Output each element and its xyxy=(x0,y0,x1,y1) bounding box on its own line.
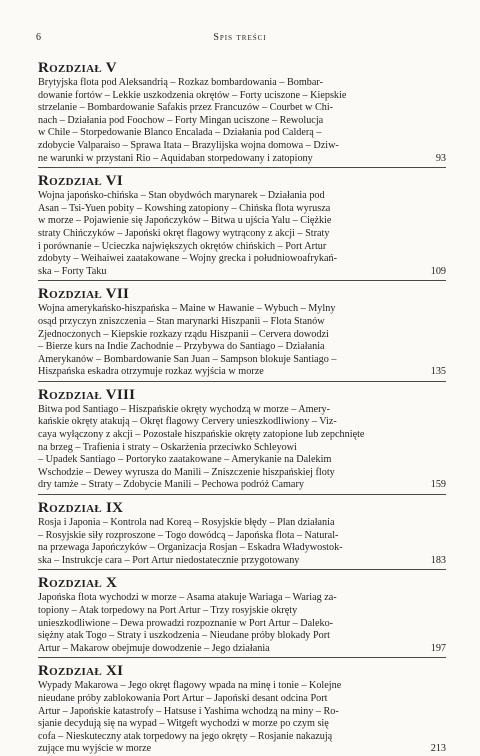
toc-chapter xyxy=(38,167,446,278)
toc-chapter xyxy=(38,657,446,756)
chapter-title: Rozdział VII xyxy=(38,286,130,303)
summary-last-line xyxy=(38,266,446,279)
page-number: 6 xyxy=(36,32,41,43)
chapter-page-number: 135 xyxy=(430,366,446,378)
summary-line: dowanie fortów – Lekkie uszkodzenia okrętów – Forty uciszone – Kiepskie xyxy=(38,89,347,101)
table-of-contents xyxy=(38,60,446,756)
summary-line: dry tamże – Straty – Zdobycie Manili – Pechowa podróż Camary xyxy=(38,479,304,491)
summary-line: – Rosyjskie siły rozproszone – Togo dowódcą – Japońska flota – Natural- xyxy=(38,529,339,541)
summary-last-line xyxy=(38,743,446,756)
summary-line: – Upadek Santiago – Portoryko zaatakowane – Amerykanie na Dalekim xyxy=(38,454,332,466)
summary-line: siężny atak Togo – Straty i uszkodzenia – Nieudane próby blokady Port xyxy=(38,630,330,642)
summary-line: zujące mu wyjście w morze xyxy=(38,743,152,755)
summary-last-line xyxy=(38,479,446,492)
summary-line: Artur – Japońskie katastrofy – Hatsuse i Yashima wchodzą na miny – Ro- xyxy=(38,705,339,717)
chapter-page-number: 109 xyxy=(430,265,446,277)
chapter-summary xyxy=(38,680,446,756)
summary-line: Artur – Makarow obejmuje dowodzenie – Jego działania xyxy=(38,642,270,654)
summary-line: Japońska flota wychodzi w morze – Asama atakuje Wariaga – Wariag za- xyxy=(38,592,337,604)
running-header xyxy=(0,32,480,46)
summary-line: Wojna japońsko-chińska – Stan obydwóch marynarek – Działania pod xyxy=(38,190,325,202)
summary-line: – Bierze kurs na Indie Zachodnie – Przybywa do Santiago – Działania xyxy=(38,341,325,353)
summary-line: unieszkodliwione – Dewa prowadzi rozpoznanie w Port Artur – Daleko- xyxy=(38,617,334,629)
chapter-title: Rozdział V xyxy=(38,60,117,76)
summary-line: Bitwa pod Santiago – Hiszpańskie okręty wychodzą w morze – Amery- xyxy=(38,403,330,415)
chapter-page-number: 197 xyxy=(430,642,446,654)
summary-line: Amerykanów – Bombardowanie San Juan – Sampson blokuje Santiago – xyxy=(38,353,337,365)
summary-last-line xyxy=(38,153,446,166)
summary-line: Wschodzie – Dewey wyrusza do Manili – Zniszczenie hiszpańskiej floty xyxy=(38,466,335,478)
summary-line: kańskie okręty atakują – Okręt flagowy Cervery unieszkodliwiony – Viz- xyxy=(38,416,337,428)
summary-line: caya wyłączony z akcji – Pozostałe hiszpańskie okręty zatopione lub zepchnięte xyxy=(38,429,365,441)
summary-line: osąd przyczyn zniszczenia – Stan marynarki Hiszpanii – Flota Stanów xyxy=(38,315,325,327)
summary-line: Wojna amerykańsko-hiszpańska – Maine w Hawanie – Wybuch – Mylny xyxy=(38,303,336,315)
chapter-title: Rozdział X xyxy=(38,575,118,592)
chapter-title: Rozdział VIII xyxy=(38,386,136,403)
summary-line: topiony – Atak torpedowy na Port Artur – Trzy rosyjskie okręty xyxy=(38,605,298,616)
chapter-page-number: 93 xyxy=(435,152,446,164)
summary-line: zdobycie Valparaiso – Sprawa Itata – Brazylijska wojna domowa – Dziw- xyxy=(38,139,339,151)
toc-chapter xyxy=(38,569,446,655)
toc-chapter xyxy=(38,494,446,567)
summary-line: Rosja i Japonia – Kontrola nad Koreą – Rosyjskie błędy – Plan działania xyxy=(38,517,335,529)
summary-line: nach – Działania pod Foochow – Forty Mingan uciszone – Rewolucja xyxy=(38,114,324,126)
summary-line: strzelanie – Bombardowanie Safakis przez Francuzów – Courbet w Chi- xyxy=(38,102,334,114)
summary-line: nieudane próby zablokowania Port Artur – Japoński desant odcina Port xyxy=(38,692,328,704)
summary-line: Hiszpańska eskadra otrzymuje rozkaz wyjścia w morze xyxy=(38,366,264,378)
chapter-page-number: 183 xyxy=(430,554,446,566)
chapter-title: Rozdział VI xyxy=(38,173,124,190)
summary-line: sjanie decydują się na wypad – Witgeft wychodzi w morze po czym się xyxy=(38,718,329,730)
summary-line: straty Chińczyków – Japoński okręt flagowy wytrącony z akcji – Straty xyxy=(38,227,330,239)
summary-line: Zjednoczonych – Kiepskie rozkazy rządu Hiszpanii – Cervera dowodzi xyxy=(38,328,329,340)
summary-line: na brzeg – Trafienia i straty – Oskarżenia przeciwko Schleyowi xyxy=(38,441,297,453)
chapter-page-number: 159 xyxy=(430,479,446,491)
chapter-summary xyxy=(38,190,446,278)
summary-line: Brytyjska flota pod Aleksandrią – Rozkaz bombardowania – Bombar- xyxy=(38,77,323,88)
chapter-summary xyxy=(38,517,446,567)
summary-line: ne warunki w przystani Rio – Aquidaban storpedowany i zatopiony xyxy=(38,152,313,164)
summary-line: zdobyty – Weihaiwei zaatakowane – Wojny grecka i południowoafrykań- xyxy=(38,253,337,265)
running-title: Spis treści xyxy=(213,32,267,43)
summary-line: na przewaga Japończyków – Organizacja Rosjan – Eskadra Władywostok- xyxy=(38,542,343,554)
summary-last-line xyxy=(38,555,446,568)
summary-line: ska – Forty Taku xyxy=(38,265,107,277)
toc-chapter xyxy=(38,381,446,492)
summary-line: w morze – Pojawienie się Japończyków – Bitwa u ujścia Yalu – Ciężkie xyxy=(38,215,332,227)
summary-last-line xyxy=(38,366,446,379)
toc-chapter xyxy=(38,60,446,165)
chapter-summary xyxy=(38,303,446,379)
chapter-summary xyxy=(38,404,446,492)
chapter-title: Rozdział XI xyxy=(38,663,124,680)
summary-line: i porównanie – Ucieczka największych okrętów chińskich – Port Artur xyxy=(38,240,327,252)
summary-line: cofa – Nieskuteczny atak torpedowy na jego okręty – Rosjanie nakazują xyxy=(38,730,333,742)
chapter-summary xyxy=(38,592,446,655)
chapter-page-number: 213 xyxy=(430,743,446,755)
summary-line: Wypady Makarowa – Jego okręt flagowy wpada na minę i tonie – Kolejne xyxy=(38,680,342,692)
chapter-summary xyxy=(38,77,446,165)
summary-line: Asan – Tsi-Yuen pobity – Kowshing zatopiony – Chińska flota wyrusza xyxy=(38,202,331,214)
chapter-title: Rozdział IX xyxy=(38,500,124,517)
summary-line: ska – Instrukcje cara – Port Artur niedostatecznie przygotowany xyxy=(38,554,300,566)
summary-line: w Chile – Storpedowanie Blanco Encalada – Działania pod Calderą – xyxy=(38,127,322,139)
summary-last-line xyxy=(38,643,446,656)
toc-chapter xyxy=(38,280,446,379)
